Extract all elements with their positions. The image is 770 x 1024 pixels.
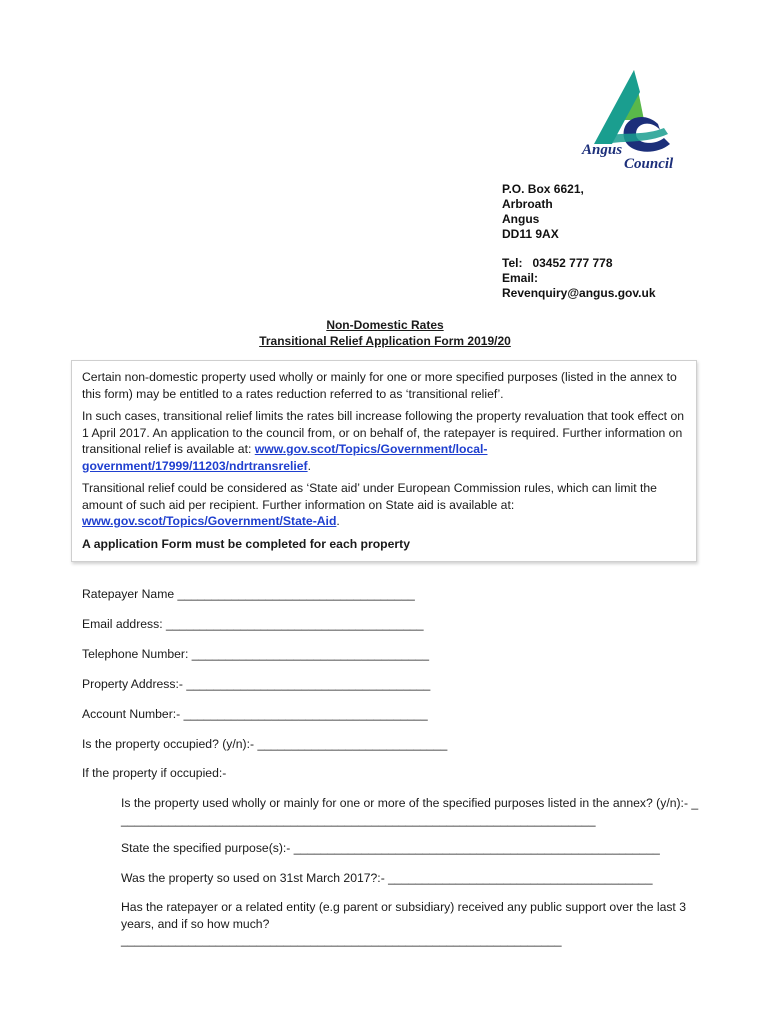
if-occupied-heading: If the property if occupied:- <box>82 766 227 780</box>
info-paragraph-3 <box>82 480 686 530</box>
title-line-1: Non-Domestic Rates <box>326 318 444 332</box>
transitional-relief-link[interactable]: www.gov.scot/Topics/Government/local-government/17999/11203/ndrtransrelief <box>82 442 488 473</box>
public-support-answer-line[interactable]: _________________________________________________________________ <box>121 933 562 947</box>
specified-purpose-field[interactable]: State the specified purpose(s):- ______________________________________________________ <box>121 841 660 855</box>
info-box <box>71 360 697 562</box>
property-occupied-field[interactable]: Is the property occupied? (y/n):- ____________________________ <box>82 737 448 751</box>
address-line-3: Angus <box>502 212 540 226</box>
address-line-1: P.O. Box 6621, <box>502 182 584 196</box>
email-address-field[interactable]: Email address: ______________________________________ <box>82 617 424 631</box>
account-number-field[interactable]: Account Number:- ____________________________________ <box>82 707 428 721</box>
info-paragraph-1: Certain non-domestic property used wholly or mainly for one or more specified purposes (listed in the annex to this form) may be entitled to a rates reduction referred to as ‘transitional relief’. <box>82 370 677 401</box>
angus-council-logo <box>572 66 698 172</box>
public-support-question: Has the ratepayer or a related entity (e.g parent or subsidiary) received any public support over the last 3 years, and if so how much? <box>121 900 686 931</box>
state-aid-link[interactable]: www.gov.scot/Topics/Government/State-Aid <box>82 514 337 528</box>
property-address-field[interactable]: Property Address:- ____________________________________ <box>82 677 431 691</box>
telephone-line: Tel: 03452 777 778 <box>502 256 613 270</box>
address-line-2: Arbroath <box>502 197 553 211</box>
ratepayer-name-field[interactable]: Ratepayer Name ___________________________________ <box>82 587 415 601</box>
page-title <box>0 317 770 349</box>
link-2-period: . <box>336 514 340 528</box>
link-1-period: . <box>307 458 311 473</box>
info-paragraph-2-text: In such cases, transitional relief limits the rates bill increase following the property revaluation that took effect on 1 April 2017. An application to the council from, or on behalf of, the ratepayer is required. Further information on transitional relief is available at: <box>82 409 685 456</box>
email-label: Email: <box>502 271 539 285</box>
title-line-2: Transitional Relief Application Form 2019/20 <box>259 334 511 348</box>
email-address: Revenquiry@angus.gov.uk <box>502 286 656 300</box>
info-paragraph-4: A application Form must be completed for each property <box>82 536 410 551</box>
telephone-number-field[interactable]: Telephone Number: ___________________________________ <box>82 647 429 661</box>
info-paragraph-2 <box>82 408 686 474</box>
info-paragraph-3-text: Transitional relief could be considered as ‘State aid’ under European Commission rules, which can limit the amount of such aid per recipient. Further information on State aid is available at: <box>82 481 657 512</box>
logo-word-council: Council <box>624 156 674 172</box>
specified-purpose-question[interactable]: Is the property used wholly or mainly for one or more of the specified purposes listed in the annex? (y/n):- _______________________________________________________________________ <box>121 796 699 827</box>
logo-word-angus: Angus <box>582 142 623 158</box>
council-address <box>502 182 656 301</box>
used-on-date-field[interactable]: Was the property so used on 31st March 2017?:- _______________________________________ <box>121 871 653 885</box>
address-postcode: DD11 9AX <box>502 227 559 241</box>
